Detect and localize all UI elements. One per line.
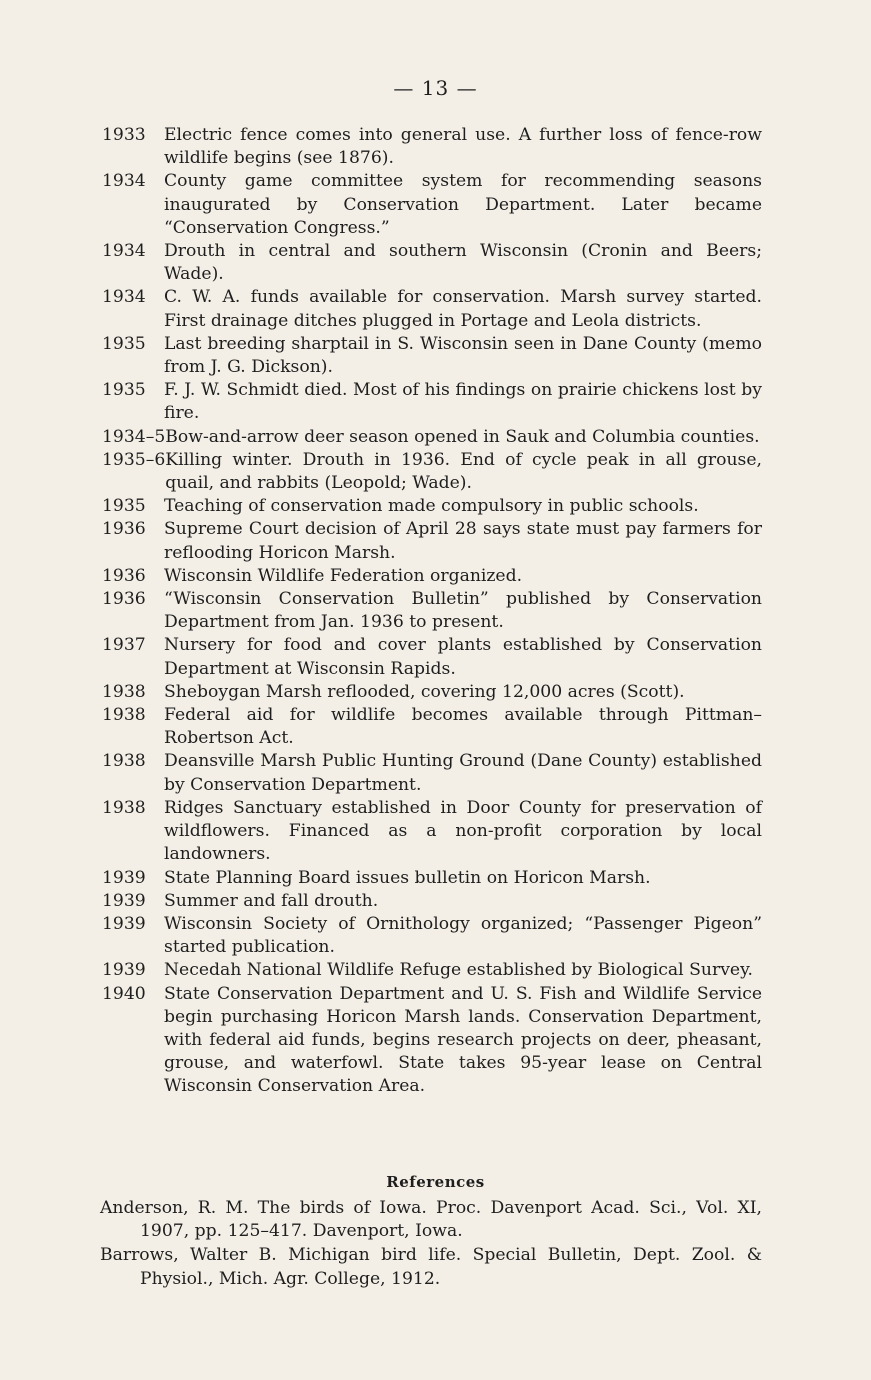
entry-year: 1936 [102,565,146,586]
entry-text: Federal aid for wildlife becomes available through Pittman–Robertson Act. [164,705,762,749]
entry-year: 1935–6 [102,449,166,470]
chronology-entry [102,449,762,495]
entry-year: 1939 [102,867,146,888]
references-heading: References [386,1173,485,1191]
chronology-entry [102,634,762,680]
entry-year: 1938 [102,681,146,702]
chronology-entry [102,704,762,750]
entry-text: County game committee system for recommending seasons inaugurated by Conservation Department. Later became “Conservation Congress.” [164,171,762,238]
entry-year: 1938 [102,797,146,818]
chronology-entry [102,890,762,913]
entry-text: State Conservation Department and U. S. Fish and Wildlife Service begin purchasing Horicon Marsh lands. Conservation Department, with federal aid funds, begins research projects on deer, pheasant, grouse, and waterfowl. State takes 95-year lease on Central Wisconsin Conservation Area. [164,983,762,1097]
chronology-entry [102,333,762,379]
reference-entry: Anderson, R. M. The birds of Iowa. Proc. Davenport Acad. Sci., Vol. XI, 1907, pp. 125–417. Davenport, Iowa. [100,1198,762,1242]
entry-year: 1940 [102,983,146,1004]
entry-text: F. J. W. Schmidt died. Most of his findings on prairie chickens lost by fire. [164,380,762,424]
chronology-entry [102,750,762,796]
entry-text: Ridges Sanctuary established in Door County for preservation of wildflowers. Financed as a non-profit corporation by local landowners. [164,797,762,865]
entry-text: Necedah National Wildlife Refuge established by Biological Survey. [164,960,753,981]
chronology-entry [102,959,762,982]
entry-year: 1935 [102,496,146,517]
entry-text: State Planning Board issues bulletin on Horicon Marsh. [164,867,651,888]
chronology-entry [102,983,762,1099]
reference-entry: Barrows, Walter B. Michigan bird life. Special Bulletin, Dept. Zool. & Physiol., Mich. Agr. College, 1912. [100,1245,762,1289]
chronology-entry [102,867,762,890]
entry-text: Nursery for food and cover plants established by Conservation Department at Wisconsin Rapids. [164,635,762,679]
entry-text: Summer and fall drouth. [164,890,379,911]
chronology-entry [102,286,762,332]
entry-year: 1939 [102,913,146,934]
entry-year: 1938 [102,751,146,772]
chronology-entry [102,426,762,449]
chronology-entry [102,565,762,588]
entry-text: C. W. A. funds available for conservation. Marsh survey started. First drainage ditches plugged in Portage and Leola districts. [164,287,762,331]
entry-text: Supreme Court decision of April 28 says state must pay farmers for reflooding Horicon Marsh. [164,519,762,563]
entry-year: 1939 [102,890,146,911]
chronology-entry [102,124,762,170]
entry-text: Electric fence comes into general use. A further loss of fence-row wildlife begins (see 1876). [164,125,762,169]
chronology-entry [102,913,762,959]
entry-text: Killing winter. Drouth in 1936. End of cycle peak in all grouse, quail, and rabbits (Leopold; Wade). [165,449,762,494]
entry-text: Drouth in central and southern Wisconsin (Cronin and Beers; Wade). [164,241,762,285]
page-number: — 13 — [393,76,478,100]
entry-text: “Wisconsin Conservation Bulletin” published by Conservation Department from Jan. 1936 to present. [164,589,762,633]
chronology-entry [102,240,762,286]
entry-text: Wisconsin Wildlife Federation organized. [164,565,523,586]
chronology-list [102,124,762,1099]
entry-year: 1936 [102,589,146,610]
entry-text: Sheboygan Marsh reflooded, covering 12,000 acres (Scott). [164,681,685,702]
chronology-entry [102,588,762,634]
chronology-entry [102,170,762,240]
entry-year: 1934 [102,241,146,262]
entry-text: Deansville Marsh Public Hunting Ground (Dane County) established by Conservation Department. [164,751,762,795]
chronology-entry [102,681,762,704]
references-list [100,1197,762,1292]
entry-text: Last breeding sharptail in S. Wisconsin seen in Dane County (memo from J. G. Dickson). [164,333,762,378]
entry-year: 1938 [102,705,146,726]
entry-text: Wisconsin Society of Ornithology organized; “Passenger Pigeon” started publication. [164,913,762,958]
entry-text: Bow-and-arrow deer season opened in Sauk and Columbia counties. [165,426,760,447]
entry-year: 1933 [102,125,146,145]
chronology-entry [102,379,762,425]
entry-year: 1935 [102,380,146,401]
entry-year: 1934 [102,171,146,192]
entry-text: Teaching of conservation made compulsory in public schools. [164,496,699,517]
chronology-entry [102,797,762,867]
entry-year: 1936 [102,519,146,540]
entry-year: 1935 [102,333,146,354]
entry-year: 1937 [102,635,146,656]
entry-year: 1934 [102,287,146,308]
entry-year: 1934–5 [102,426,166,447]
chronology-entry [102,495,762,518]
chronology-entry [102,518,762,564]
entry-year: 1939 [102,960,146,981]
